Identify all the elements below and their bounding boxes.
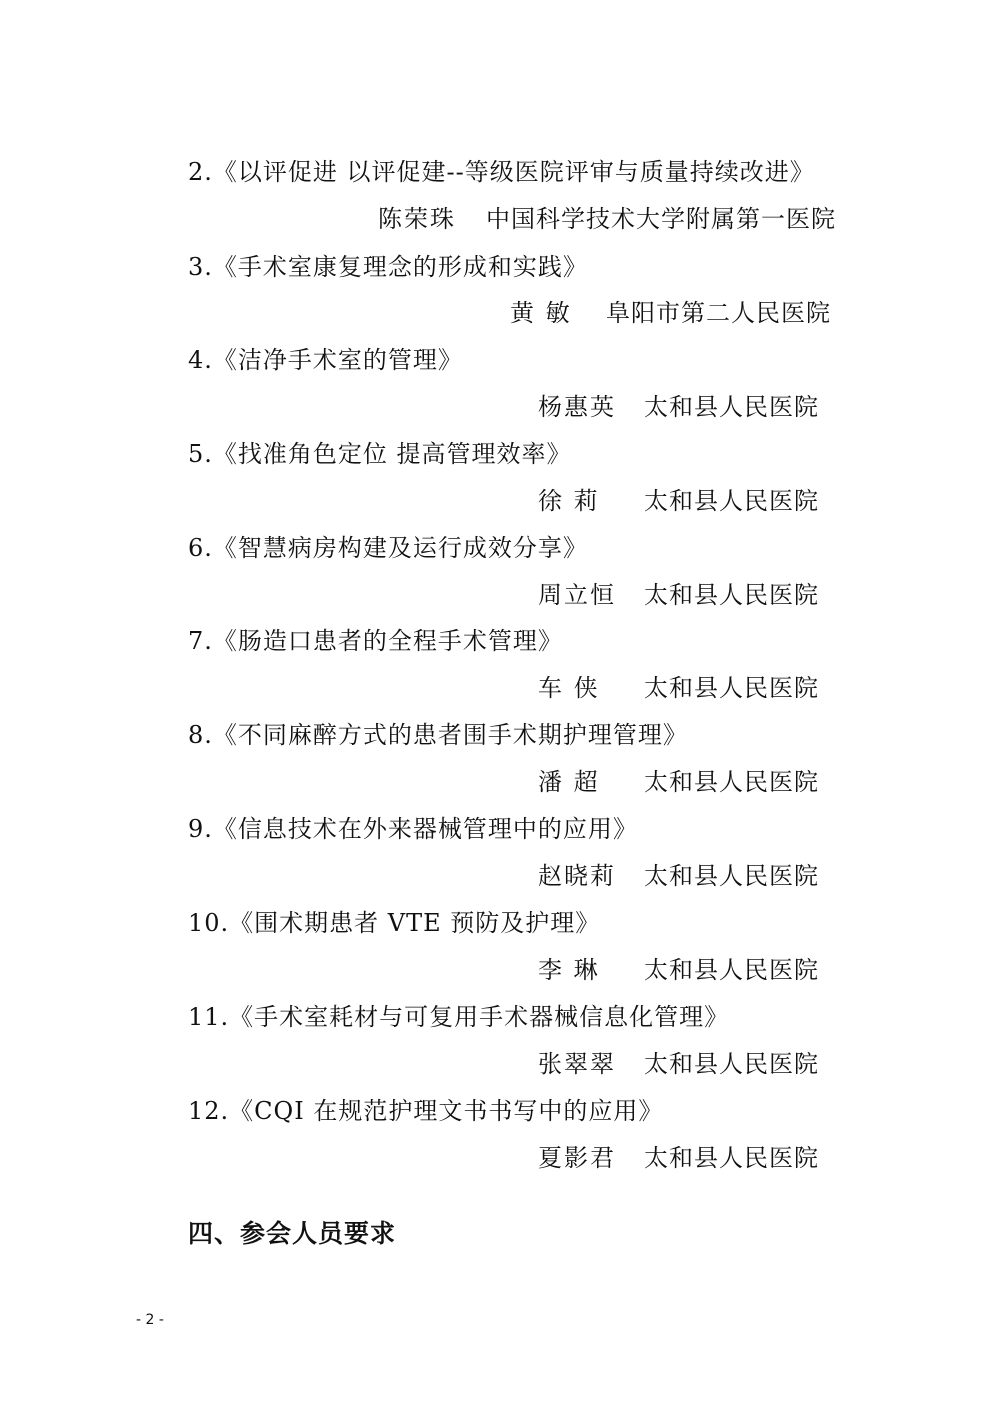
speaker-name: 杨惠英 (538, 393, 616, 421)
talk-author (538, 953, 819, 987)
talk-title (188, 906, 600, 940)
speaker-name: 黄 敏 (510, 299, 572, 327)
speaker-hospital: 太和县人民医院 (644, 862, 819, 890)
talk-number: 6. (188, 534, 213, 562)
talk-title-text: 《信息技术在外来器械管理中的应用》 (212, 815, 638, 843)
talk-title-text: 《找准角色定位 提高管理效率》 (212, 440, 572, 468)
talk-title (188, 343, 463, 377)
talk-author (538, 578, 819, 612)
speaker-hospital: 太和县人民医院 (644, 1144, 819, 1172)
talk-author (538, 765, 819, 799)
talk-title (188, 1000, 729, 1034)
talk-author (510, 296, 831, 330)
talk-title (188, 250, 588, 284)
talk-number: 11. (188, 1003, 230, 1031)
speaker-hospital: 太和县人民医院 (644, 487, 819, 515)
talk-title-text: 《不同麻醉方式的患者围手术期护理管理》 (212, 721, 688, 749)
page-number: - 2 - (136, 1312, 164, 1328)
speaker-name: 夏影君 (538, 1144, 616, 1172)
talk-author (538, 390, 819, 424)
talk-number: 7. (188, 627, 213, 655)
talk-author (538, 1047, 819, 1081)
speaker-name: 张翠翠 (538, 1050, 616, 1078)
speaker-hospital: 太和县人民医院 (644, 674, 819, 702)
talk-title (188, 531, 588, 565)
section-heading: 四、参会人员要求 (188, 1219, 397, 1248)
talk-number: 4. (188, 346, 213, 374)
talk-title (188, 437, 572, 471)
talk-title-text: 《围术期患者 VTE 预防及护理》 (229, 909, 601, 937)
talk-number: 12. (188, 1097, 230, 1125)
talk-title (188, 1094, 663, 1128)
speaker-name: 车 侠 (538, 674, 600, 702)
speaker-hospital: 阜阳市第二人民医院 (606, 299, 831, 327)
speaker-hospital: 太和县人民医院 (644, 393, 819, 421)
talk-number: 10. (188, 909, 230, 937)
speaker-name: 赵晓莉 (538, 862, 616, 890)
talk-title (188, 624, 563, 658)
speaker-hospital: 太和县人民医院 (644, 1050, 819, 1078)
talk-number: 8. (188, 721, 213, 749)
speaker-name: 陈荣珠 (378, 205, 456, 233)
talk-author (378, 202, 836, 236)
talk-title-text: 《智慧病房构建及运行成效分享》 (212, 534, 588, 562)
talk-title (188, 718, 688, 752)
talk-number: 3. (188, 253, 213, 281)
talk-title-text: 《以评促进 以评促建--等级医院评审与质量持续改进》 (212, 158, 815, 186)
talk-title-text: 《肠造口患者的全程手术管理》 (212, 627, 563, 655)
speaker-name: 潘 超 (538, 768, 600, 796)
talk-author (538, 1141, 819, 1175)
talk-title-text: 《CQI 在规范护理文书书写中的应用》 (229, 1097, 664, 1125)
talk-number: 9. (188, 815, 213, 843)
talk-author (538, 484, 819, 518)
talk-author (538, 671, 819, 705)
talk-title-text: 《手术室康复理念的形成和实践》 (212, 253, 588, 281)
talk-title (188, 812, 638, 846)
speaker-hospital: 中国科学技术大学附属第一医院 (486, 205, 836, 233)
speaker-name: 李 琳 (538, 956, 600, 984)
talk-title-text: 《洁净手术室的管理》 (212, 346, 463, 374)
speaker-name: 周立恒 (538, 581, 616, 609)
speaker-hospital: 太和县人民医院 (644, 956, 819, 984)
talk-number: 5. (188, 440, 213, 468)
talk-title-text: 《手术室耗材与可复用手术器械信息化管理》 (229, 1003, 730, 1031)
talk-author (538, 859, 819, 893)
speaker-hospital: 太和县人民医院 (644, 581, 819, 609)
talk-number: 2. (188, 158, 213, 186)
talk-title (188, 155, 815, 189)
speaker-hospital: 太和县人民医院 (644, 768, 819, 796)
speaker-name: 徐 莉 (538, 487, 600, 515)
